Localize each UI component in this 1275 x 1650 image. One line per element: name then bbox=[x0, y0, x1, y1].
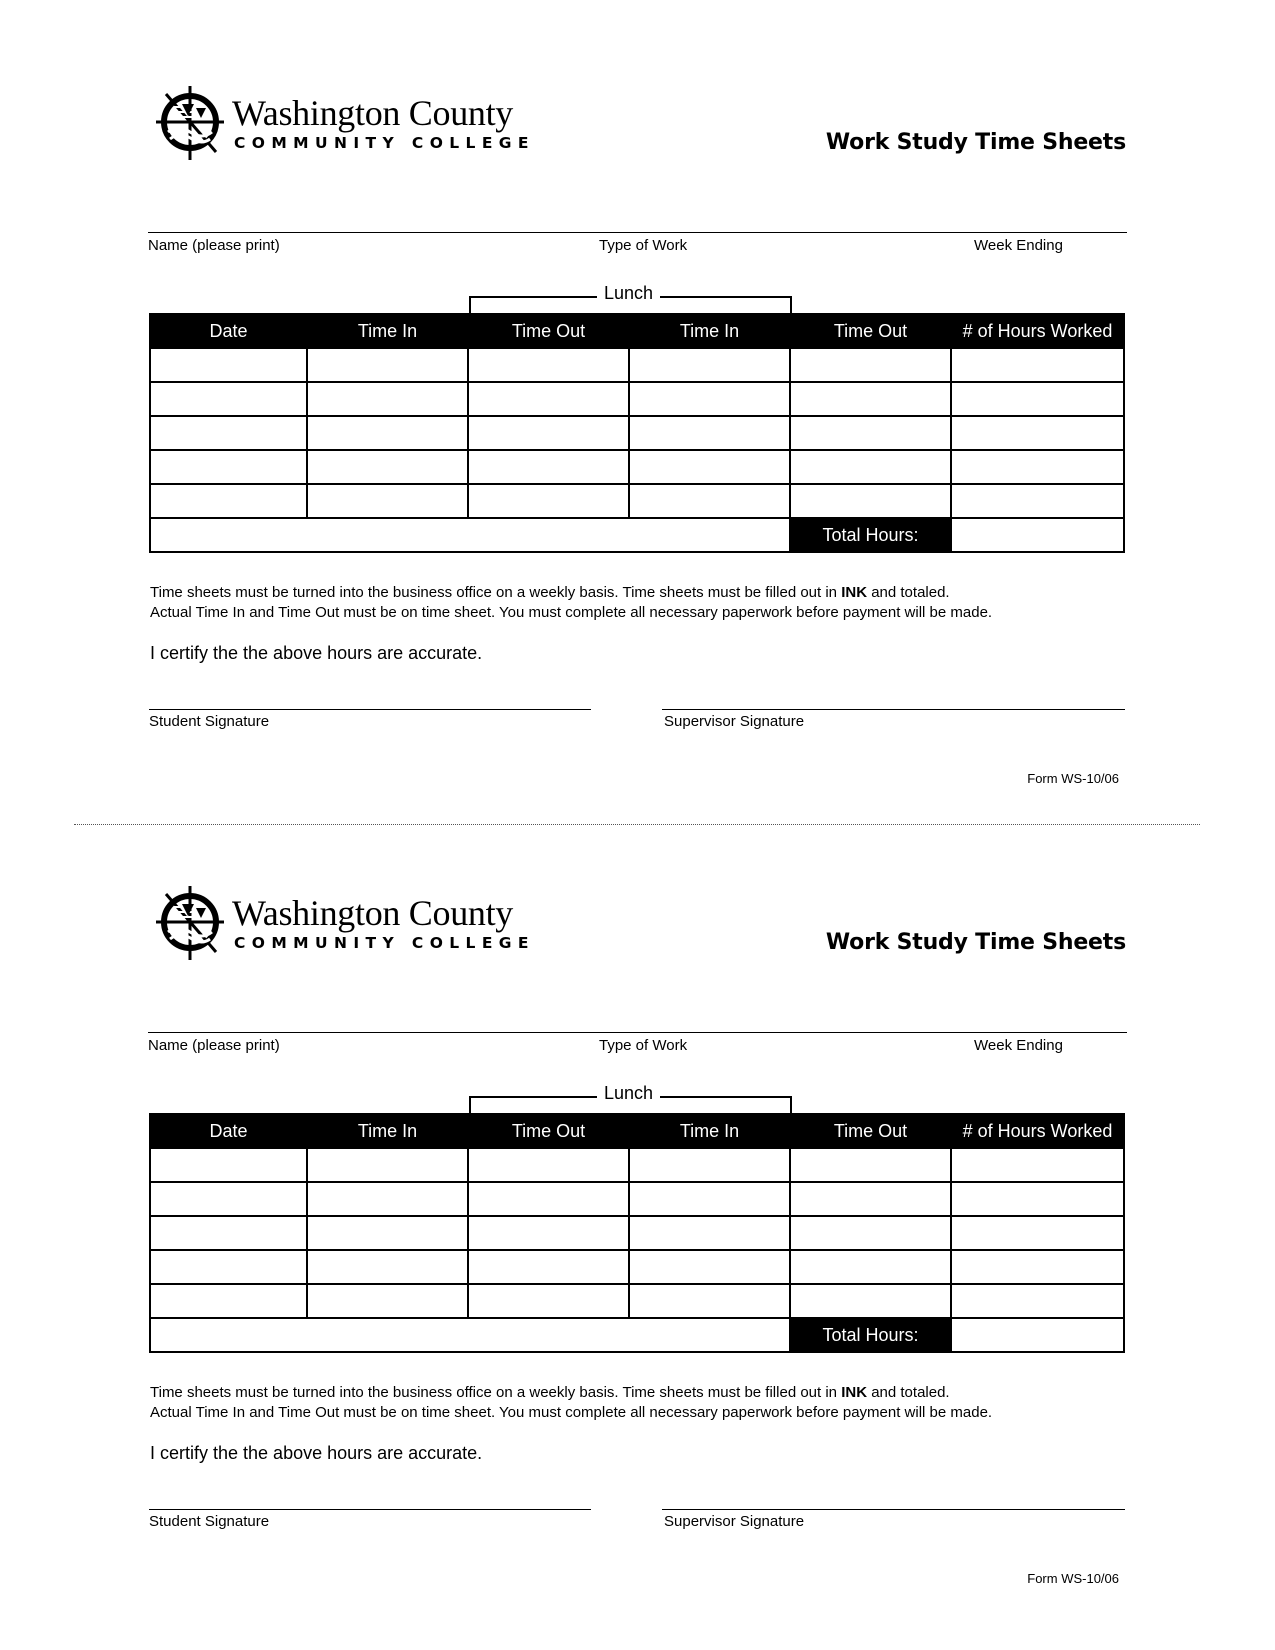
instruction-emphasis: INK bbox=[841, 1384, 868, 1401]
cell-lunch-out[interactable] bbox=[468, 1250, 629, 1284]
cell-lunch-in[interactable] bbox=[629, 382, 790, 416]
table-row bbox=[150, 382, 1124, 416]
cell-hours[interactable] bbox=[951, 348, 1124, 382]
college-logo bbox=[152, 82, 535, 166]
cell-hours[interactable] bbox=[951, 484, 1124, 518]
week-ending-field-label: Week Ending bbox=[974, 237, 1063, 254]
column-header-lunch-time-in: Time In bbox=[629, 314, 790, 348]
info-field-line[interactable] bbox=[148, 232, 1127, 233]
name-field-label: Name (please print) bbox=[148, 237, 280, 254]
cell-lunch-in[interactable] bbox=[629, 484, 790, 518]
supervisor-signature-label: Supervisor Signature bbox=[664, 713, 805, 730]
cell-time-in[interactable] bbox=[307, 484, 468, 518]
time-table bbox=[149, 313, 1125, 553]
timesheet-bottom bbox=[0, 800, 1275, 1600]
instruction-line-2: Actual Time In and Time Out must be on time sheet. You must complete all necessary paperwork before payment will be made. bbox=[150, 1404, 993, 1421]
logo-college-subtitle: COMMUNITY COLLEGE bbox=[234, 134, 535, 152]
cell-lunch-out[interactable] bbox=[468, 1148, 629, 1182]
cell-time-in[interactable] bbox=[307, 1216, 468, 1250]
cell-lunch-out[interactable] bbox=[468, 484, 629, 518]
cell-lunch-out[interactable] bbox=[468, 450, 629, 484]
column-header-time-in: Time In bbox=[307, 1114, 468, 1148]
cell-lunch-in[interactable] bbox=[629, 1216, 790, 1250]
column-header-time-out: Time Out bbox=[790, 1114, 951, 1148]
form-title: Work Study Time Sheets bbox=[825, 130, 1126, 155]
college-logo bbox=[152, 882, 535, 966]
lunch-label: Lunch bbox=[597, 1083, 660, 1104]
cell-hours[interactable] bbox=[951, 1250, 1124, 1284]
cell-time-out[interactable] bbox=[790, 1250, 951, 1284]
column-header-date: Date bbox=[150, 1114, 307, 1148]
college-compass-emblem-icon bbox=[152, 882, 232, 966]
name-field-label: Name (please print) bbox=[148, 1037, 280, 1054]
cell-lunch-in[interactable] bbox=[629, 1182, 790, 1216]
cell-date[interactable] bbox=[150, 1216, 307, 1250]
instruction-text-end: and totaled. bbox=[867, 1384, 950, 1401]
cell-lunch-in[interactable] bbox=[629, 416, 790, 450]
cell-time-in[interactable] bbox=[307, 1148, 468, 1182]
table-header-row bbox=[150, 314, 1124, 348]
cell-hours[interactable] bbox=[951, 416, 1124, 450]
logo-college-name: Washington County bbox=[232, 93, 514, 133]
cell-time-in[interactable] bbox=[307, 382, 468, 416]
cell-lunch-out[interactable] bbox=[468, 348, 629, 382]
form-code: Form WS-10/06 bbox=[1027, 1571, 1119, 1586]
student-signature-line[interactable] bbox=[149, 1509, 591, 1510]
cell-lunch-in[interactable] bbox=[629, 348, 790, 382]
cell-lunch-out[interactable] bbox=[468, 382, 629, 416]
total-hours-cell[interactable] bbox=[951, 1318, 1124, 1352]
cell-time-out[interactable] bbox=[790, 416, 951, 450]
cell-time-in[interactable] bbox=[307, 416, 468, 450]
cell-time-out[interactable] bbox=[790, 450, 951, 484]
supervisor-signature-label: Supervisor Signature bbox=[664, 1513, 805, 1530]
column-header-lunch-time-out: Time Out bbox=[468, 314, 629, 348]
cell-date[interactable] bbox=[150, 348, 307, 382]
student-signature-label: Student Signature bbox=[149, 1513, 270, 1530]
instruction-text: Time sheets must be turned into the business office on a weekly basis. Time sheets must be filled out in bbox=[150, 584, 842, 601]
supervisor-signature-line[interactable] bbox=[662, 1509, 1125, 1510]
table-row bbox=[150, 1250, 1124, 1284]
instruction-text-end: and totaled. bbox=[867, 584, 950, 601]
total-hours-cell[interactable] bbox=[951, 518, 1124, 552]
cell-time-out[interactable] bbox=[790, 1148, 951, 1182]
time-table bbox=[149, 1113, 1125, 1353]
column-header-time-in: Time In bbox=[307, 314, 468, 348]
cell-lunch-out[interactable] bbox=[468, 416, 629, 450]
lunch-label: Lunch bbox=[597, 283, 660, 304]
cell-lunch-in[interactable] bbox=[629, 450, 790, 484]
cell-hours[interactable] bbox=[951, 1148, 1124, 1182]
table-row bbox=[150, 484, 1124, 518]
logo-college-subtitle: COMMUNITY COLLEGE bbox=[234, 934, 535, 952]
type-of-work-field-label: Type of Work bbox=[599, 1037, 688, 1054]
table-header-row bbox=[150, 1114, 1124, 1148]
type-of-work-field-label: Type of Work bbox=[599, 237, 688, 254]
week-ending-field-label: Week Ending bbox=[974, 1037, 1063, 1054]
cell-time-out[interactable] bbox=[790, 1182, 951, 1216]
cell-date[interactable] bbox=[150, 382, 307, 416]
cell-hours[interactable] bbox=[951, 382, 1124, 416]
timesheet-top bbox=[0, 0, 1275, 800]
form-code: Form WS-10/06 bbox=[1027, 771, 1119, 786]
cell-date[interactable] bbox=[150, 1148, 307, 1182]
column-header-time-out: Time Out bbox=[790, 314, 951, 348]
cell-time-in[interactable] bbox=[307, 1284, 468, 1318]
cell-time-in[interactable] bbox=[307, 1250, 468, 1284]
instruction-text: Time sheets must be turned into the business office on a weekly basis. Time sheets must be filled out in bbox=[150, 1384, 842, 1401]
cell-hours[interactable] bbox=[951, 1284, 1124, 1318]
student-signature-label: Student Signature bbox=[149, 713, 270, 730]
instruction-line-1 bbox=[150, 1384, 950, 1401]
cell-lunch-out[interactable] bbox=[468, 1284, 629, 1318]
cell-date[interactable] bbox=[150, 1182, 307, 1216]
instruction-line-2: Actual Time In and Time Out must be on time sheet. You must complete all necessary paperwork before payment will be made. bbox=[150, 604, 993, 621]
cell-hours[interactable] bbox=[951, 1182, 1124, 1216]
cell-hours[interactable] bbox=[951, 1216, 1124, 1250]
total-row bbox=[150, 518, 1124, 552]
cell-time-out[interactable] bbox=[790, 484, 951, 518]
cell-lunch-in[interactable] bbox=[629, 1250, 790, 1284]
cell-date[interactable] bbox=[150, 1284, 307, 1318]
instruction-line-1 bbox=[150, 584, 950, 601]
column-header-hours-worked: # of Hours Worked bbox=[951, 1114, 1124, 1148]
table-row bbox=[150, 416, 1124, 450]
cell-lunch-out[interactable] bbox=[468, 1216, 629, 1250]
cell-lunch-in[interactable] bbox=[629, 1148, 790, 1182]
cell-date[interactable] bbox=[150, 416, 307, 450]
table-row bbox=[150, 348, 1124, 382]
column-header-date: Date bbox=[150, 314, 307, 348]
cell-lunch-out[interactable] bbox=[468, 1182, 629, 1216]
college-compass-emblem-icon bbox=[152, 82, 232, 166]
student-signature-line[interactable] bbox=[149, 709, 591, 710]
cell-date[interactable] bbox=[150, 484, 307, 518]
table-row bbox=[150, 1182, 1124, 1216]
column-header-lunch-time-out: Time Out bbox=[468, 1114, 629, 1148]
table-row bbox=[150, 450, 1124, 484]
cell-time-in[interactable] bbox=[307, 450, 468, 484]
table-row bbox=[150, 1148, 1124, 1182]
cell-time-out[interactable] bbox=[790, 382, 951, 416]
total-row-blank bbox=[150, 1318, 790, 1352]
column-header-lunch-time-in: Time In bbox=[629, 1114, 790, 1148]
cell-time-out[interactable] bbox=[790, 348, 951, 382]
info-field-line[interactable] bbox=[148, 1032, 1127, 1033]
supervisor-signature-line[interactable] bbox=[662, 709, 1125, 710]
cell-date[interactable] bbox=[150, 450, 307, 484]
total-row-blank bbox=[150, 518, 790, 552]
certification-statement: I certify the the above hours are accurate. bbox=[150, 643, 483, 663]
total-hours-label: Total Hours: bbox=[790, 1318, 951, 1352]
certification-statement: I certify the the above hours are accurate. bbox=[150, 1443, 483, 1463]
cell-date[interactable] bbox=[150, 1250, 307, 1284]
logo-college-name: Washington County bbox=[232, 893, 514, 933]
total-hours-label: Total Hours: bbox=[790, 518, 951, 552]
instruction-emphasis: INK bbox=[841, 584, 868, 601]
cell-hours[interactable] bbox=[951, 450, 1124, 484]
table-row bbox=[150, 1284, 1124, 1318]
total-row bbox=[150, 1318, 1124, 1352]
cell-lunch-in[interactable] bbox=[629, 1284, 790, 1318]
cell-time-in[interactable] bbox=[307, 348, 468, 382]
form-title: Work Study Time Sheets bbox=[825, 930, 1126, 955]
cell-time-in[interactable] bbox=[307, 1182, 468, 1216]
cell-time-out[interactable] bbox=[790, 1216, 951, 1250]
column-header-hours-worked: # of Hours Worked bbox=[951, 314, 1124, 348]
table-row bbox=[150, 1216, 1124, 1250]
cell-time-out[interactable] bbox=[790, 1284, 951, 1318]
